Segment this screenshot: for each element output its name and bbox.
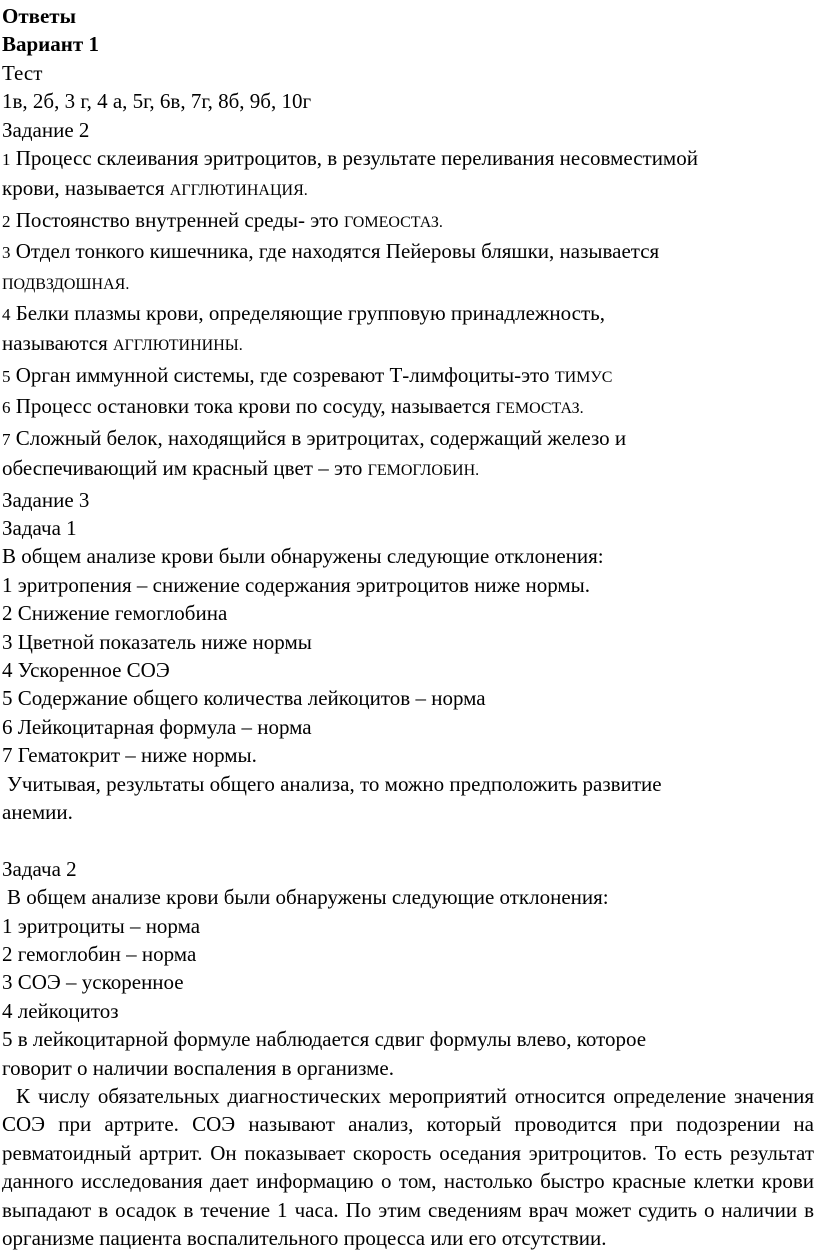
item-text: Отдел тонкого кишечника, где находятся Пейеровы бляшки, называется <box>15 239 660 264</box>
task2-item-3 <box>2 237 814 267</box>
document-page <box>2 2 814 1252</box>
task2-item-4 <box>2 299 814 329</box>
item-text: Процесс остановки тока крови по сосуду, называется <box>15 394 491 419</box>
document-title: Ответы <box>2 4 77 28</box>
item-answer: ГОМЕОСТАЗ. <box>343 213 443 231</box>
item-number: 5 <box>2 366 11 386</box>
item-text: Постоянство внутренней среды- это <box>15 207 339 232</box>
item-number: 2 <box>2 211 11 231</box>
test-answers: 1в, 2б, 3 г, 4 а, 5г, 6в, 7г, 8б, 9б, 10г <box>2 89 312 114</box>
problem1-label: Задача 1 <box>2 515 77 540</box>
problem2-label: Задача 2 <box>2 856 77 881</box>
problem2-intro: В общем анализе крови были обнаружены следующие отклонения: <box>7 885 609 910</box>
task2-item-1 <box>2 144 814 174</box>
problem1-item: 7 Гематокрит – ниже нормы. <box>2 743 257 768</box>
problem1-intro: В общем анализе крови были обнаружены следующие отклонения: <box>2 544 604 569</box>
problem2-item: 5 в лейкоцитарной формуле наблюдается сдвиг формулы влево, которое <box>2 1027 647 1052</box>
problem1-item: 1 эритропения – снижение содержания эритроцитов ниже нормы. <box>2 572 591 597</box>
variant-heading: Вариант 1 <box>2 32 99 57</box>
problem1-item: 2 Снижение гемоглобина <box>2 601 228 626</box>
item-text: крови, называется <box>2 176 165 201</box>
item-answer: ТИМУС <box>554 368 613 386</box>
item-number: 1 <box>2 150 11 170</box>
task2-item-4-cont <box>2 329 814 360</box>
item-answer: ПОДВЗДОШНАЯ. <box>2 275 130 293</box>
problem2-item: 3 СОЭ – ускоренное <box>2 970 184 995</box>
problem1-conclusion: Учитывая, результаты общего анализа, то можно предположить развитие <box>7 771 662 796</box>
task2-label: Задание 2 <box>2 117 90 142</box>
task2-item-6 <box>2 392 814 423</box>
task2-item-5 <box>2 361 814 392</box>
test-label: Тест <box>2 60 43 85</box>
item-answer: АГГЛЮТИНАЦИЯ. <box>169 182 308 200</box>
task2-item-3-cont <box>2 268 814 299</box>
item-text: Процесс склеивания эритроцитов, в результате переливания несовместимой <box>15 146 698 171</box>
spacer <box>2 826 814 854</box>
paragraph-text: К числу обязательных диагностических мероприятий относится определение значения СОЭ при артрите. СОЭ называют анализ, который проводится при подозрении на ревматоидный артрит. Он показывает скорость оседания эритроцитов. То есть результат данного исследования дает информацию о том, настолько быстро красные клетки крови выпадают в осадок в течение 1 часа. По этим сведениям врач может судить о наличии в организме пациента воспалительного процесса или его отсутствии. <box>2 1084 814 1251</box>
item-answer: ГЕМОГЛОБИН. <box>367 462 480 480</box>
problem2-paragraph <box>2 1082 814 1252</box>
problem2-item: 1 эритроциты – норма <box>2 913 201 938</box>
problem1-item: 6 Лейкоцитарная формула – норма <box>2 714 312 739</box>
task2-item-1-cont <box>2 174 814 205</box>
problem1-conclusion-cont: анемии. <box>2 799 73 824</box>
item-number: 6 <box>2 398 11 418</box>
item-text: Орган иммунной системы, где созревают Т-лимфоциты-это <box>15 362 550 387</box>
item-number: 4 <box>2 305 11 325</box>
task2-item-7 <box>2 424 814 454</box>
item-text: называются <box>2 331 108 356</box>
problem2-item: 2 гемоглобин – норма <box>2 941 197 966</box>
item-answer: АГГЛЮТИНИНЫ. <box>113 337 243 355</box>
problem2-item-cont: говорит о наличии воспаления в организме. <box>2 1055 395 1080</box>
item-number: 3 <box>2 243 11 263</box>
task2-item-7-cont <box>2 454 814 485</box>
task2-item-2 <box>2 206 814 237</box>
problem1-item: 3 Цветной показатель ниже нормы <box>2 629 312 654</box>
task3-label: Задание 3 <box>2 487 90 512</box>
item-answer: ГЕМОСТАЗ. <box>495 400 584 418</box>
problem1-item: 5 Содержание общего количества лейкоцитов – норма <box>2 686 486 711</box>
item-text: Белки плазмы крови, определяющие групповую принадлежность, <box>15 301 606 326</box>
problem1-item: 4 Ускоренное СОЭ <box>2 657 170 682</box>
item-text: обеспечивающий им красный цвет – это <box>2 456 363 481</box>
problem2-item: 4 лейкоцитоз <box>2 998 119 1023</box>
item-text: Сложный белок, находящийся в эритроцитах, содержащий железо и <box>15 425 627 450</box>
item-number: 7 <box>2 429 11 449</box>
